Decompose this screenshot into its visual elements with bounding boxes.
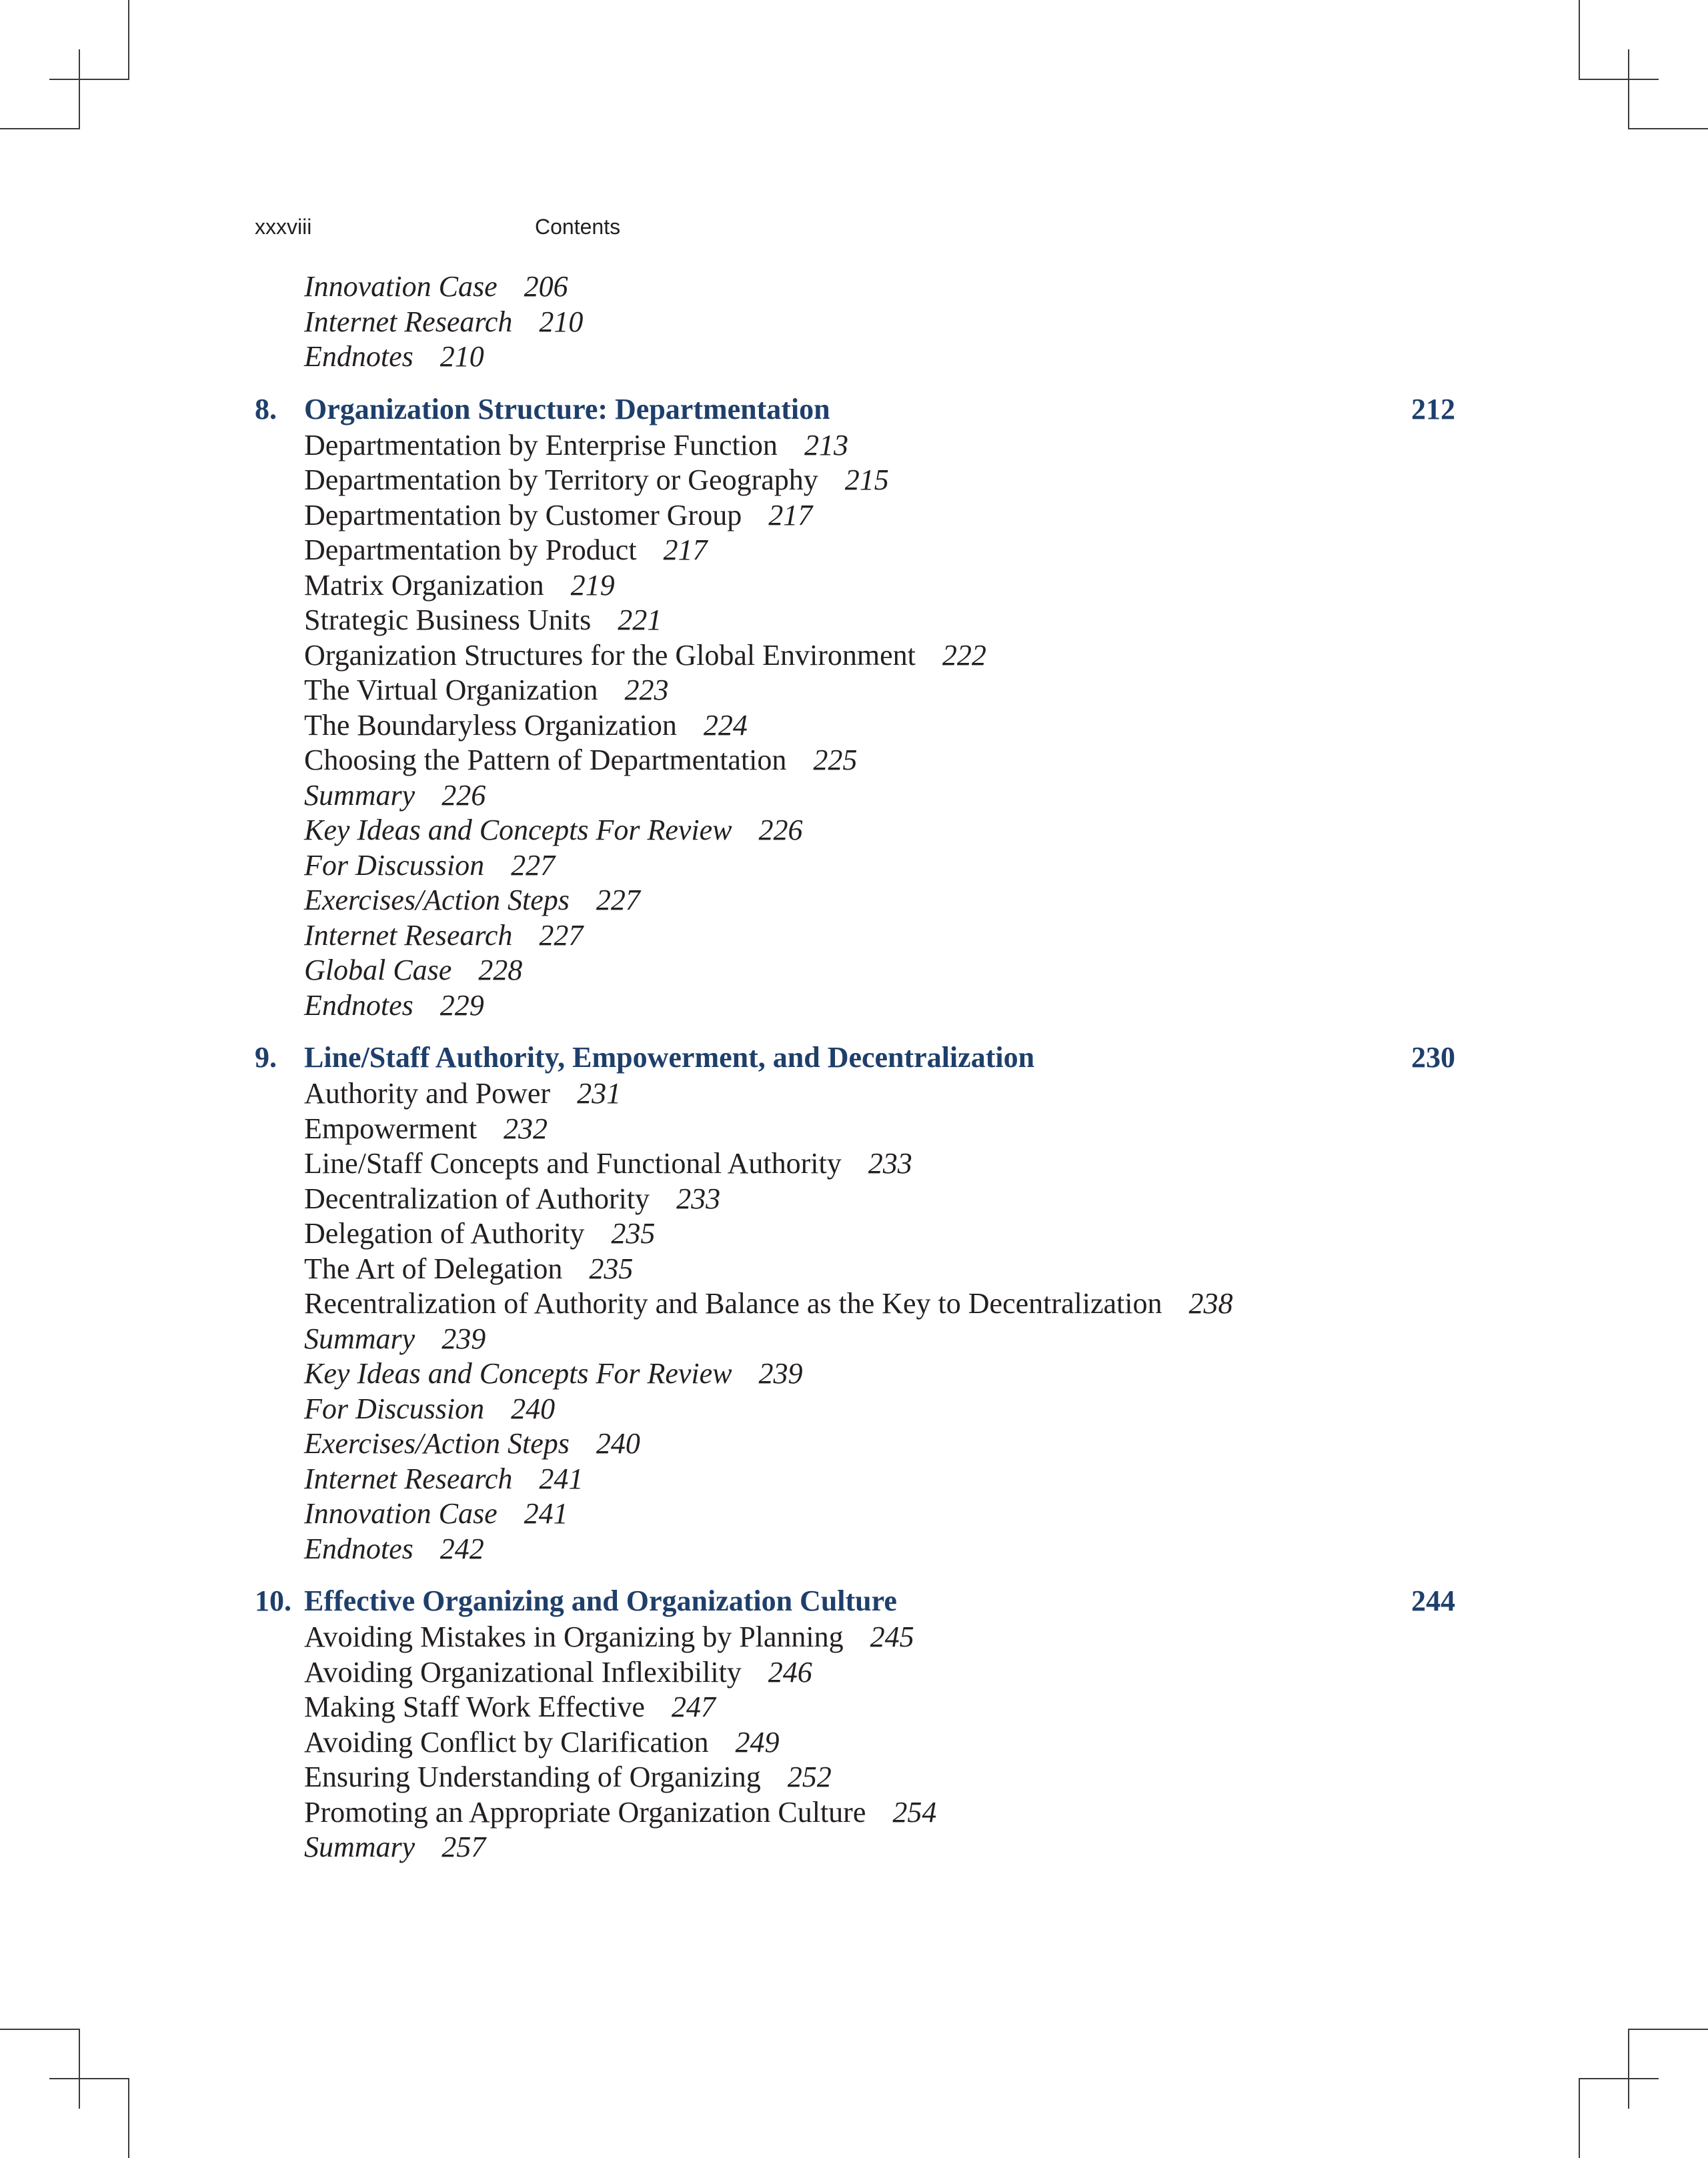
toc-entry-page: 219: [570, 568, 615, 602]
toc-entry: [255, 568, 1455, 604]
toc-entry-title: Making Staff Work Effective: [304, 1691, 645, 1723]
toc-entry-title: Departmentation by Enterprise Function: [304, 428, 778, 461]
toc-entry-page: 240: [596, 1427, 640, 1460]
toc-entry-page: 210: [539, 305, 584, 338]
toc-entry: [255, 1076, 1455, 1112]
toc-entry: [255, 1286, 1455, 1322]
toc-entry-title: Avoiding Organizational Inflexibility: [304, 1655, 742, 1689]
toc-entry: [255, 778, 1455, 814]
toc-entry: [255, 1532, 1455, 1567]
chapter-title: Organization Structure: Departmentation: [304, 392, 830, 425]
toc-entry: [255, 1426, 1455, 1462]
toc-entry: [255, 813, 1455, 848]
toc-entry: [255, 1112, 1455, 1147]
toc-entry-page: 254: [892, 1795, 937, 1829]
toc-entry-page: 224: [703, 708, 748, 742]
toc-entry: [255, 498, 1455, 533]
toc-entry-title: Departmentation by Territory or Geography: [304, 463, 818, 496]
toc-entry: [255, 1496, 1455, 1532]
toc-entry: [255, 603, 1455, 638]
toc-entry-title: Internet Research: [304, 305, 513, 338]
chapter-heading: [255, 1039, 1455, 1076]
chapter-title: Line/Staff Authority, Empowerment, and Decentralization: [304, 1041, 1035, 1074]
chapter-page: 244: [1411, 1584, 1455, 1617]
toc-entry: [255, 1322, 1455, 1357]
chapter-number: 8.: [255, 392, 277, 425]
toc-entry-page: 229: [440, 988, 484, 1022]
toc-entry-page: 247: [671, 1691, 716, 1723]
toc-entry-title: Departmentation by Customer Group: [304, 498, 742, 531]
toc-entry-page: 232: [504, 1112, 548, 1145]
toc-entry-page: 238: [1188, 1287, 1233, 1320]
toc-entry: [255, 953, 1455, 988]
toc-entry-page: 235: [611, 1217, 656, 1250]
toc-entry-page: 240: [511, 1392, 556, 1425]
toc-entry-page: 213: [804, 428, 848, 461]
toc-entry: [255, 638, 1455, 674]
toc-entry: [255, 1795, 1455, 1831]
chapter-page: 230: [1411, 1041, 1455, 1074]
toc-entry: [255, 883, 1455, 918]
toc-entry-page: 249: [735, 1725, 780, 1759]
toc-entry: [255, 1760, 1455, 1795]
toc-entry-page: 217: [768, 498, 813, 531]
toc-entry-page: 242: [440, 1532, 484, 1565]
toc-entry-title: Organization Structures for the Global Environment: [304, 638, 916, 672]
toc-entry-title: Endnotes: [304, 340, 413, 373]
toc-entry-page: 228: [478, 954, 523, 986]
toc-entry: [255, 1462, 1455, 1497]
toc-entry-title: The Boundaryless Organization: [304, 708, 677, 742]
toc-entry-page: 223: [624, 674, 669, 706]
toc-entry: [255, 1620, 1455, 1655]
toc-entry-title: Recentralization of Authority and Balance as the Key to Decentralization: [304, 1287, 1162, 1320]
toc-entry-page: 245: [870, 1621, 914, 1653]
toc-entry-page: 217: [663, 533, 708, 566]
toc-entry: [255, 533, 1455, 568]
chapter-title: Effective Organizing and Organization Culture: [304, 1584, 897, 1617]
toc-entry-title: Internet Research: [304, 1462, 513, 1495]
toc-entry: [255, 1830, 1455, 1865]
toc-entry-page: 215: [844, 463, 889, 496]
toc-entry-page: 225: [813, 744, 858, 776]
toc-entry-title: Endnotes: [304, 1532, 413, 1565]
toc-entry-title: Line/Staff Concepts and Functional Authority: [304, 1147, 842, 1180]
toc-entry: [255, 1146, 1455, 1182]
toc-entry-page: 227: [596, 884, 640, 916]
toc-entry-page: 235: [589, 1252, 634, 1285]
chapter-page: 212: [1411, 392, 1455, 425]
toc-entry-title: Innovation Case: [304, 270, 498, 303]
toc-entry: [255, 988, 1455, 1024]
page-folio: xxxviii: [255, 215, 312, 239]
toc-entry-title: Exercises/Action Steps: [304, 884, 570, 916]
toc-entry-title: Empowerment: [304, 1112, 478, 1145]
toc-entry-page: 233: [676, 1182, 721, 1215]
chapter-heading: [255, 1582, 1455, 1620]
toc-entry-title: Innovation Case: [304, 1497, 498, 1530]
chapter-heading: [255, 391, 1455, 428]
toc-entry-title: Key Ideas and Concepts For Review: [304, 814, 732, 846]
toc-entry-page: 257: [442, 1831, 486, 1863]
toc-entry-title: Exercises/Action Steps: [304, 1427, 570, 1460]
chapter-number: 10.: [255, 1584, 291, 1617]
toc-entry-page: 239: [442, 1322, 486, 1355]
table-of-contents: [255, 269, 1455, 1865]
toc-entry-title: Promoting an Appropriate Organization Culture: [304, 1795, 866, 1829]
toc-entry: [255, 1182, 1455, 1217]
toc-entry: [255, 1216, 1455, 1252]
toc-entry-title: Authority and Power: [304, 1077, 551, 1110]
toc-entry: [255, 1655, 1455, 1691]
toc-entry-title: Ensuring Understanding of Organizing: [304, 1761, 761, 1793]
toc-entry-page: 226: [442, 778, 486, 812]
toc-entry-page: 206: [524, 270, 568, 303]
toc-entry: [255, 305, 1455, 340]
toc-entry-title: Summary: [304, 778, 415, 812]
toc-entry-title: The Art of Delegation: [304, 1252, 563, 1285]
toc-entry-page: 246: [768, 1655, 812, 1689]
toc-entry: [255, 1356, 1455, 1392]
toc-entry-page: 227: [511, 848, 556, 882]
toc-entry-page: 239: [758, 1357, 803, 1390]
toc-entry-title: Delegation of Authority: [304, 1217, 585, 1250]
toc-entry-title: Key Ideas and Concepts For Review: [304, 1357, 732, 1390]
toc-entry-page: 210: [440, 340, 484, 373]
toc-entry-page: 227: [539, 918, 584, 952]
toc-entry-title: Internet Research: [304, 918, 513, 952]
toc-entry-title: For Discussion: [304, 1392, 485, 1425]
toc-entry: [255, 848, 1455, 884]
toc-entry-page: 226: [758, 814, 803, 846]
toc-entry: [255, 463, 1455, 498]
toc-entry: [255, 1690, 1455, 1725]
toc-entry: [255, 428, 1455, 463]
toc-entry-page: 233: [868, 1147, 912, 1180]
toc-entry-title: Departmentation by Product: [304, 533, 637, 566]
chapter-number: 9.: [255, 1041, 277, 1074]
running-title: Contents: [535, 215, 621, 239]
toc-entry-title: Endnotes: [304, 988, 413, 1022]
toc-entry-page: 221: [618, 604, 662, 636]
toc-entry-title: Matrix Organization: [304, 568, 544, 602]
toc-entry-title: Avoiding Mistakes in Organizing by Planning: [304, 1621, 844, 1653]
toc-entry: [255, 673, 1455, 708]
toc-entry-page: 222: [942, 638, 986, 672]
toc-entry: [255, 1725, 1455, 1761]
toc-entry-title: The Virtual Organization: [304, 674, 598, 706]
toc-entry-title: For Discussion: [304, 848, 485, 882]
toc-entry-page: 241: [539, 1462, 584, 1495]
toc-entry-title: Global Case: [304, 954, 452, 986]
toc-entry-title: Summary: [304, 1322, 415, 1355]
toc-entry-title: Summary: [304, 1831, 415, 1863]
toc-entry-page: 231: [577, 1077, 622, 1110]
toc-entry: [255, 1392, 1455, 1427]
toc-entry-page: 241: [524, 1497, 568, 1530]
toc-entry-title: Choosing the Pattern of Departmentation: [304, 744, 787, 776]
toc-entry: [255, 708, 1455, 744]
toc-entry: [255, 918, 1455, 954]
toc-entry: [255, 1252, 1455, 1287]
toc-entry: [255, 269, 1455, 305]
toc-entry-title: Avoiding Conflict by Clarification: [304, 1725, 709, 1759]
toc-entry-page: 252: [787, 1761, 832, 1793]
toc-entry: [255, 339, 1455, 375]
toc-entry-title: Strategic Business Units: [304, 604, 592, 636]
toc-entry: [255, 743, 1455, 778]
toc-entry-title: Decentralization of Authority: [304, 1182, 650, 1215]
